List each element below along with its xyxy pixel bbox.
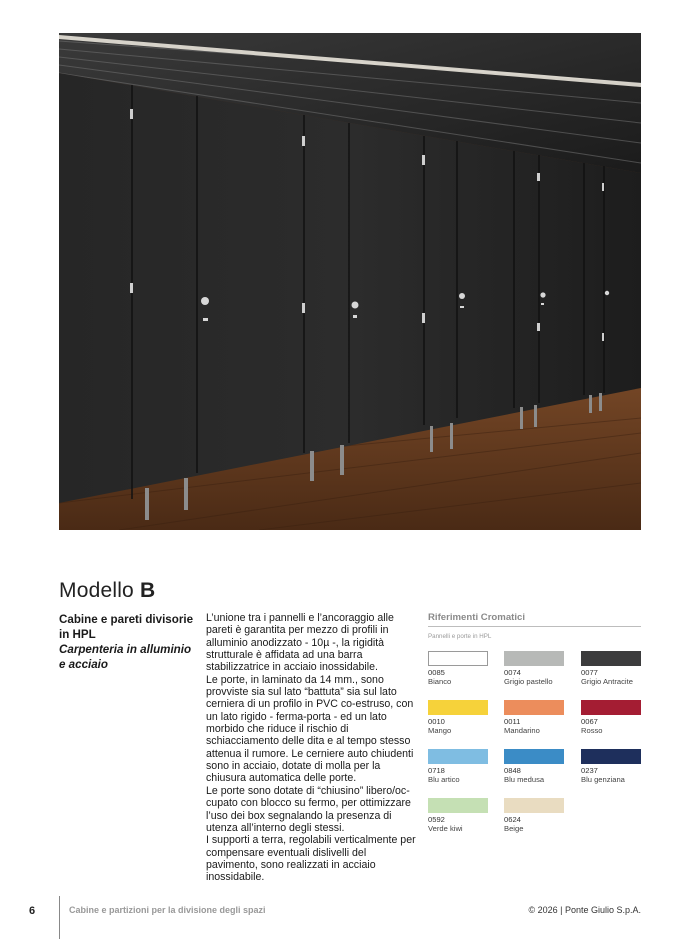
swatch-color-box <box>504 700 564 715</box>
swatch-color-box <box>504 651 564 666</box>
swatch-color-box <box>504 749 564 764</box>
swatch-name: Blu medusa <box>504 775 545 784</box>
description-paragraph: L’unione tra i pannelli e l’ancoraggio alle pareti è garantita per mezzo di profili in alluminio anodizzato - 10µ -, la rigidità strutturale è affidata ad una barra stabilizzatrice in acciaio inossidabile. <box>206 612 394 674</box>
subtitle-line2: Carpenteria in alluminio e acciaio <box>59 643 192 671</box>
swatch-color-box <box>428 749 488 764</box>
swatch-grid <box>428 651 641 851</box>
swatch-code: 0237 <box>581 766 598 775</box>
color-swatch <box>504 700 564 735</box>
description-paragraph: I supporti a terra, regolabili verticalmente per compensare eventuali dislivelli del pavimento, sono realizzati in acciaio inossidabile. <box>206 834 416 884</box>
color-swatch <box>428 700 488 735</box>
color-swatch <box>581 651 641 686</box>
swatch-code: 0624 <box>504 815 521 824</box>
page-title <box>59 579 155 603</box>
swatch-color-box <box>581 700 641 715</box>
swatch-name: Beige <box>504 824 524 833</box>
page-number: 6 <box>29 905 36 917</box>
toilet-cubicles-illustration <box>59 33 641 530</box>
subtitle-block <box>59 612 199 672</box>
color-references <box>428 612 641 851</box>
swatch-code: 0010 <box>428 717 445 726</box>
color-swatch <box>428 749 488 784</box>
color-swatch <box>581 749 641 784</box>
swatch-color-box <box>581 749 641 764</box>
color-swatch <box>504 798 564 833</box>
color-references-subheading: Pannelli e porte in HPL <box>428 633 492 640</box>
swatch-color-box <box>504 798 564 813</box>
swatch-name: Bianco <box>428 677 452 686</box>
title-prefix: Modello <box>59 579 134 602</box>
swatch-name: Grigio pastello <box>504 677 553 686</box>
swatch-name: Grigio Antracite <box>581 677 633 686</box>
color-swatch <box>504 749 564 784</box>
swatch-color-box <box>428 798 488 813</box>
color-references-heading: Riferimenti Cromatici <box>428 612 641 627</box>
swatch-code: 0848 <box>504 766 521 775</box>
hero-photo <box>59 33 641 530</box>
swatch-name: Blu genziana <box>581 775 625 784</box>
description-paragraph: Le porte, in laminato da 14 mm., sono provviste sia sul lato “battuta” sia sul lato cerniera di un profilo in PVC co-estruso, con un lato rigido - ferma-porta - ed un lato morbido che riduce il rischio di schiacciamento delle dita e al tempo stesso attenua il rumore. Le cerniere auto chiudenti sono in acciaio, dotate di molla per la chiusura automatica delle porte. <box>206 673 414 785</box>
subtitle-line1: Cabine e pareti divisorie in HPL <box>59 613 194 641</box>
swatch-code: 0718 <box>428 766 445 775</box>
swatch-name: Verde kiwi <box>428 824 463 833</box>
footer-copyright: © 2026 | Ponte Giulio S.p.A. <box>528 905 641 915</box>
color-swatch <box>428 798 488 833</box>
description-text <box>206 612 418 884</box>
swatch-code: 0067 <box>581 717 598 726</box>
swatch-name: Mandarino <box>504 726 540 735</box>
footer-section-title: Cabine e partizioni per la divisione degli spazi <box>69 905 266 915</box>
swatch-name: Mango <box>428 726 452 735</box>
swatch-code: 0085 <box>428 668 445 677</box>
swatch-code: 0011 <box>504 717 521 726</box>
swatch-color-box <box>581 651 641 666</box>
color-swatch <box>504 651 564 686</box>
color-swatch <box>428 651 488 686</box>
footer-divider <box>59 896 60 939</box>
swatch-name: Blu artico <box>428 775 460 784</box>
swatch-code: 0074 <box>504 668 521 677</box>
swatch-code: 0592 <box>428 815 445 824</box>
swatch-code: 0077 <box>581 668 598 677</box>
swatch-color-box <box>428 651 488 666</box>
title-model-letter: B <box>140 579 156 602</box>
color-swatch <box>581 700 641 735</box>
swatch-color-box <box>428 700 488 715</box>
swatch-name: Rosso <box>581 726 603 735</box>
description-paragraph: Le porte sono dotate di “chiusino” libero/oc-cupato con blocco su fermo, per ottimizzare l’uso dei box segnalando la presenza di utenza all’interno degli stessi. <box>206 784 411 834</box>
